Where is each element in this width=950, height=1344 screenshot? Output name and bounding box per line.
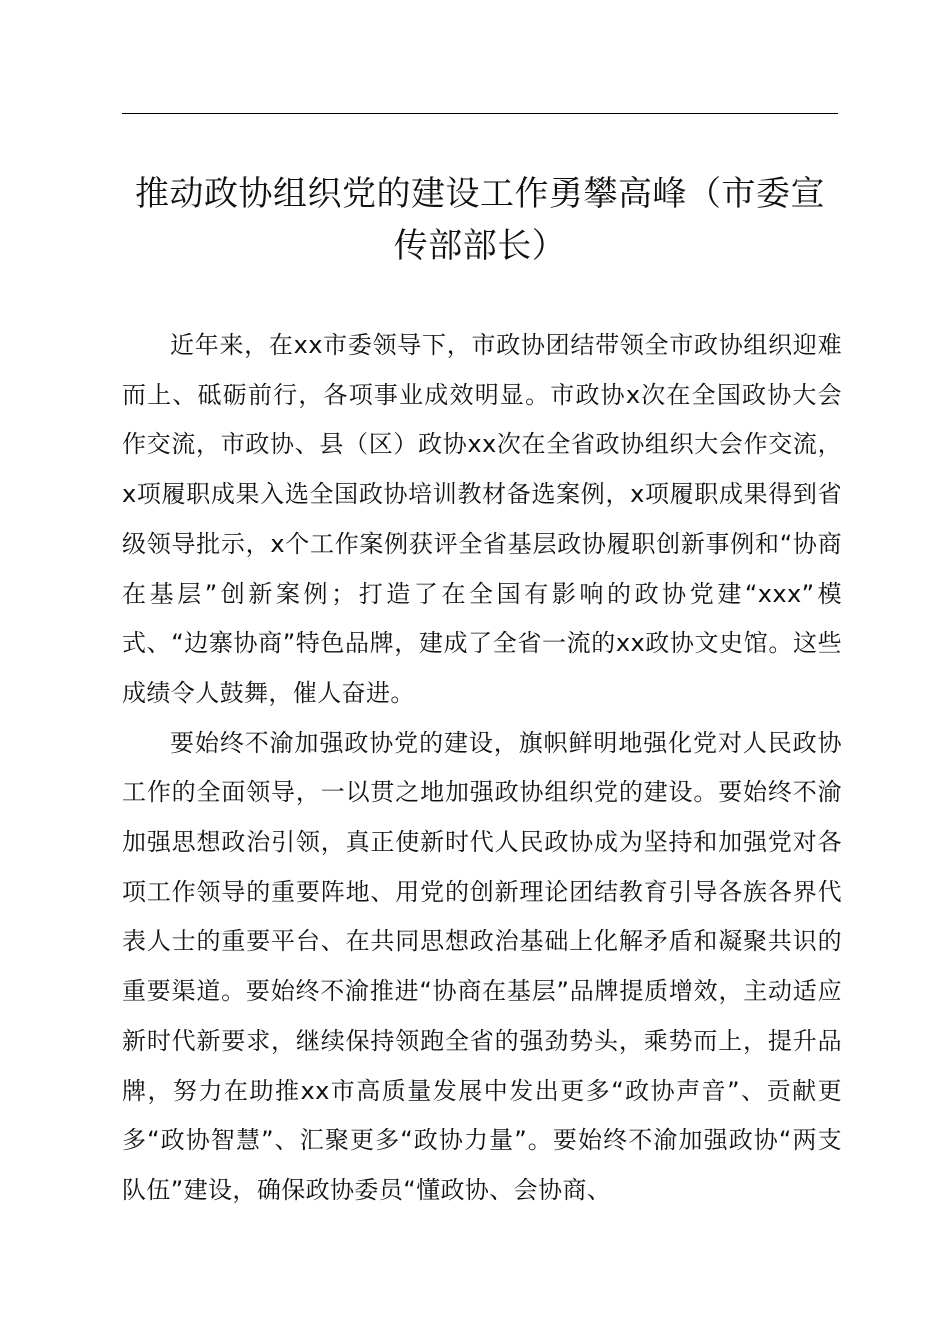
paragraph-2: 要始终不渝加强政协党的建设，旗帜鲜明地强化党对人民政协工作的全面领导，一以贯之地加强政协组织党的建设。要始终不渝加强思想政治引领，真正使新时代人民政协成为坚持和加强党对各项工作领导的重要阵地、用党的创新理论团结教育引导各族各界代表人士的重要平台、在共同思想政治基础上化解矛盾和凝聚共识的重要渠道。要始终不渝推进“协商在基层”品牌提质增效，主动适应新时代新要求，继续保持领跑全省的强劲势头，乘势而上，提升品牌，努力在助推xx市高质量发展中发出更多“政协声音”、贡献更多“政协智慧”、汇聚更多“政协力量”。要始终不渝加强政协“两支队伍”建设，确保政协委员“懂政协、会协商、 [122, 728, 842, 1204]
title-line-1: 推动政协组织党的建设工作勇攀高峰（市委宣 [135, 174, 825, 214]
title-line-2: 传部部长） [393, 226, 567, 266]
document-title [122, 168, 838, 272]
header-rule [122, 113, 838, 114]
document-body [122, 321, 842, 1216]
paragraph-1: 近年来，在xx市委领导下，市政协团结带领全市政协组织迎难而上、砥砺前行，各项事业成效明显。市政协x次在全国政协大会作交流，市政协、县（区）政协xx次在全省政协组织大会作交流，x项履职成果入选全国政协培训教材备选案例，x项履职成果得到省级领导批示，x个工作案例获评全省基层政协履职创新事例和“协商在基层”创新案例；打造了在全国有影响的政协党建“xxx”模式、“边寨协商”特色品牌，建成了全省一流的xx政协文史馆。这些成绩令人鼓舞，催人奋进。 [122, 331, 842, 707]
